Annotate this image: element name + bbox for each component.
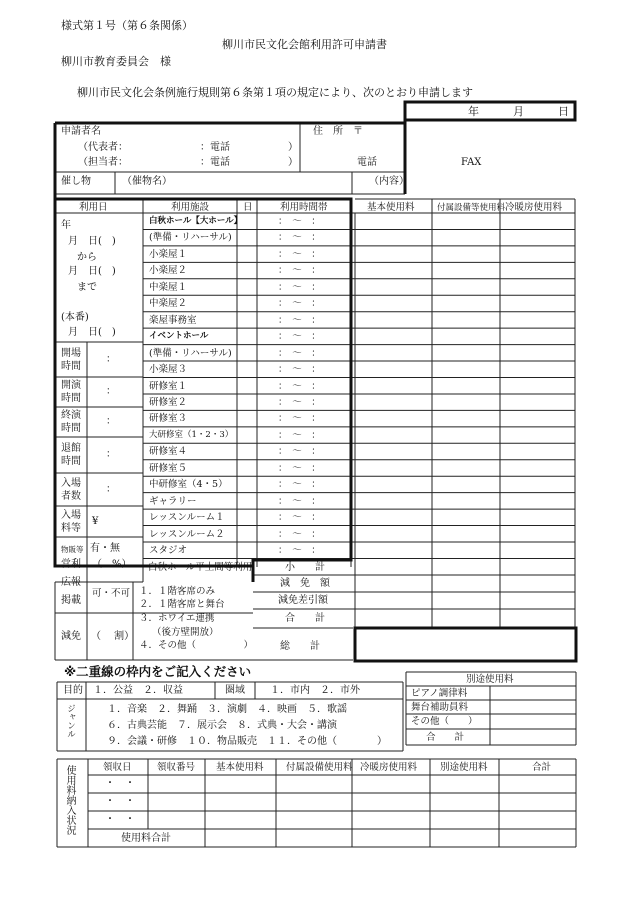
after-reduction-label: 減免差引額 — [278, 595, 328, 606]
event-content-field[interactable]: （内容） — [369, 176, 409, 187]
facility-9[interactable]: (準備・リハーサル) — [149, 347, 232, 359]
total-label: 合 計 — [285, 613, 325, 624]
date-month[interactable]: 月 — [513, 105, 524, 118]
field-label-5: 者数 — [61, 490, 81, 502]
payment-col-4: 付属設備使用料 — [286, 762, 353, 773]
grand-total-label: 総 計 — [280, 641, 320, 652]
seating-option-5[interactable]: ４．その他（ ） — [139, 640, 254, 651]
reduction-amount-label: 減 免 額 — [280, 578, 330, 589]
field-label-4: 時間 — [61, 456, 81, 467]
sales-label: 物販等 — [61, 545, 84, 554]
field-label-1: 時間 — [61, 360, 81, 372]
field-label-6: 料等 — [61, 522, 81, 534]
facility-21[interactable]: スタジオ — [149, 545, 188, 556]
field-label-1: 開場 — [61, 347, 81, 359]
time-slot[interactable]: ： ～ ： — [278, 248, 321, 260]
fax-field[interactable]: FAX — [461, 157, 482, 168]
time-slot[interactable]: ： ～ ： — [278, 265, 321, 277]
time-slot[interactable]: ： ～ ： — [278, 413, 321, 425]
event-name-field[interactable]: （催物名） — [122, 176, 172, 187]
subtotal-label: 小 計 — [285, 562, 325, 573]
field-label-2: 時間 — [61, 393, 81, 404]
time-slot[interactable]: ： ～ ： — [278, 364, 321, 376]
addressee: 柳川市教育委員会 様 — [61, 55, 171, 68]
contact-person-field[interactable]: （担当者： — [78, 157, 128, 168]
time-slot[interactable]: ： ～ ： — [278, 545, 321, 556]
facility-2[interactable]: (準備・リハーサル) — [149, 232, 232, 244]
facility-19[interactable]: レッスンルーム１ — [149, 512, 225, 524]
applicant-label: 申請者名 — [61, 126, 101, 137]
col-day: 日 — [243, 202, 253, 213]
profit-label: 営利 — [61, 559, 81, 570]
receipt-date-1[interactable]: ・ ・ — [105, 778, 135, 789]
col-ac-fee: 冷暖房使用料 — [505, 202, 563, 213]
time-slot[interactable]: ： ～ ： — [278, 216, 321, 227]
facility-7[interactable]: 楽屋事務室 — [149, 314, 197, 326]
date-main[interactable]: 月 日( ) — [68, 327, 116, 338]
date-start[interactable]: 月 日( ) — [68, 236, 116, 247]
facility-15[interactable]: 研修室４ — [149, 446, 188, 458]
field-label-3: 終演 — [61, 410, 81, 421]
date-year-label: 年 — [61, 220, 71, 231]
facility-5[interactable]: 中楽屋１ — [149, 281, 188, 293]
genre-line-2[interactable]: ６．古典芸能 ７．展示会 ８．式典・大会・講演 — [107, 720, 337, 731]
col-equipment-fee: 付属設備等使用料 — [437, 203, 506, 213]
date-from: から — [77, 252, 97, 263]
col-facility: 利用施設 — [171, 202, 210, 213]
genre-line-3[interactable]: ９．会議・研修 １０．物品販売 １１．その他（ ） — [107, 736, 387, 747]
extra-fees-title: 別途使用料 — [466, 674, 514, 685]
time-slot[interactable]: ： ～ ： — [278, 314, 321, 326]
payment-col-3: 基本使用料 — [216, 762, 264, 773]
time-slot[interactable]: ： ～ ： — [278, 479, 321, 491]
facility-1[interactable]: 白秋ホール【大ホール】 — [149, 216, 243, 226]
payment-status-label: 使用料納入状況 — [64, 765, 75, 835]
phone-field[interactable]: 電話 — [357, 157, 377, 168]
payment-col-7: 合計 — [532, 762, 552, 773]
field-value-5[interactable]: ： — [106, 483, 116, 495]
seating-option-4[interactable]: （後方壁開放） — [152, 627, 219, 638]
seating-option-1[interactable]: １．１階客席のみ — [139, 586, 216, 597]
form-title: 柳川市民文化会館利用許可申請書 — [222, 38, 387, 51]
time-slot[interactable]: ： ～ ： — [278, 462, 321, 474]
close-paren: ） — [288, 142, 298, 153]
col-date: 利用日 — [79, 202, 108, 213]
field-label-3: 時間 — [61, 423, 81, 434]
payment-total-label: 使用料合計 — [121, 833, 171, 844]
time-slot[interactable]: ： ～ ： — [278, 512, 321, 524]
form-number: 様式第１号（第６条関係） — [61, 19, 193, 32]
time-slot[interactable]: ： ～ ： — [278, 347, 321, 359]
facility-12[interactable]: 研修室２ — [149, 396, 188, 408]
seating-option-3[interactable]: ３．ホワイエ連携 — [139, 613, 215, 624]
payment-col-2: 領収番号 — [157, 762, 196, 773]
time-slot[interactable]: ： ～ ： — [278, 528, 321, 540]
seating-option-2[interactable]: ２．１階客席と舞台 — [139, 599, 225, 610]
facility-13[interactable]: 研修室３ — [149, 413, 188, 425]
date-main-label: (本番) — [61, 312, 89, 323]
field-value-4[interactable]: ： — [106, 449, 116, 460]
facility-17[interactable]: 中研修室（4・5） — [149, 479, 228, 491]
facility-16[interactable]: 研修室５ — [149, 462, 188, 474]
intro-text: 柳川市民文化会条例施行規則第６条第１項の規定により、次のとおり申請します — [77, 86, 473, 99]
field-value-1[interactable]: ： — [106, 353, 116, 365]
time-slot[interactable]: ： ～ ： — [278, 429, 321, 441]
time-slot[interactable]: ： ～ ： — [278, 298, 321, 310]
time-slot[interactable]: ： ～ ： — [278, 446, 321, 458]
date-day[interactable]: 日 — [558, 105, 569, 118]
genre-label: ジャンル — [65, 704, 76, 738]
facility-8[interactable]: イベントホール — [149, 331, 209, 342]
payment-col-6: 別途使用料 — [440, 762, 488, 773]
reduction-label: 減免 — [61, 631, 81, 642]
facility-4[interactable]: 小楽屋２ — [149, 265, 188, 277]
field-label-2: 開演 — [61, 380, 81, 391]
date-year[interactable]: 年 — [468, 105, 479, 118]
facility-14[interactable]: 大研修室（1・2・3） — [149, 429, 234, 440]
event-label: 催し物 — [61, 176, 91, 187]
close-paren: ） — [288, 157, 298, 168]
ad-label-2: 掲載 — [61, 595, 81, 606]
contact-person-phone[interactable]: ：電話 — [200, 157, 230, 168]
field-label-5: 入場 — [61, 477, 81, 489]
facility-10[interactable]: 小楽屋３ — [149, 364, 188, 376]
other-fee[interactable]: その他（ ） — [411, 716, 478, 727]
payment-col-1: 領収日 — [103, 762, 132, 773]
field-label-6: 入場 — [61, 509, 81, 521]
col-time: 利用時間帯 — [280, 202, 328, 213]
field-value-2[interactable]: ： — [106, 386, 116, 397]
piano-tuning-fee: ピアノ調律料 — [411, 688, 468, 699]
ad-option[interactable]: 可・不可 — [92, 588, 131, 599]
time-slot[interactable]: ： ～ ： — [278, 281, 321, 293]
hakushu-flat-floor[interactable]: 白秋ホール平土間等利用 — [148, 562, 253, 573]
reduction-rate[interactable]: （ 割） — [91, 631, 135, 642]
representative-field[interactable]: （代表者： — [78, 142, 128, 153]
col-basic-fee: 基本使用料 — [367, 202, 415, 213]
facility-3[interactable]: 小楽屋１ — [149, 248, 188, 260]
ad-label: 広報 — [61, 577, 81, 588]
facility-11[interactable]: 研修室１ — [149, 380, 188, 392]
time-slot[interactable]: ： ～ ： — [278, 495, 321, 507]
field-label-4: 退館 — [61, 443, 81, 454]
payment-col-5: 冷暖房使用料 — [360, 762, 418, 773]
field-value-3[interactable]: ： — [106, 416, 116, 427]
date-until: まで — [77, 282, 97, 293]
extra-total: 合 計 — [426, 732, 465, 743]
receipt-date-2[interactable]: ・ ・ — [105, 796, 135, 807]
representative-phone[interactable]: ：電話 — [200, 142, 230, 153]
time-slot[interactable]: ： ～ ： — [278, 232, 321, 244]
facility-20[interactable]: レッスンルーム２ — [149, 528, 225, 540]
time-slot[interactable]: ： ～ ： — [278, 380, 321, 392]
facility-18[interactable]: ギャラリー — [149, 495, 197, 507]
profit-percent[interactable]: （ %） — [92, 559, 132, 570]
date-end[interactable]: 月 日( ) — [68, 266, 116, 277]
purpose-label: 目的 — [63, 685, 83, 696]
area-label: 圏域 — [225, 685, 245, 696]
receipt-date-3[interactable]: ・ ・ — [105, 814, 135, 825]
instruction-note: ※二重線の枠内をご記入ください — [64, 664, 252, 679]
stage-assistant-fee: 舞台補助員料 — [411, 702, 469, 713]
address-field[interactable]: 住 所 〒 — [313, 126, 363, 137]
area-options[interactable]: １．市内 ２．市外 — [270, 685, 360, 696]
time-slot[interactable]: ： ～ ： — [278, 396, 321, 408]
time-slot[interactable]: ： ～ ： — [278, 331, 321, 343]
facility-6[interactable]: 中楽屋２ — [149, 298, 188, 310]
purpose-options[interactable]: １．公益 ２．収益 — [93, 685, 183, 696]
field-value-6[interactable]: ¥ — [92, 515, 99, 527]
genre-line-1[interactable]: １．音楽 ２．舞踊 ３．演劇 ４．映画 ５．歌謡 — [107, 704, 347, 715]
sales-option[interactable]: 有・無 — [90, 543, 120, 554]
